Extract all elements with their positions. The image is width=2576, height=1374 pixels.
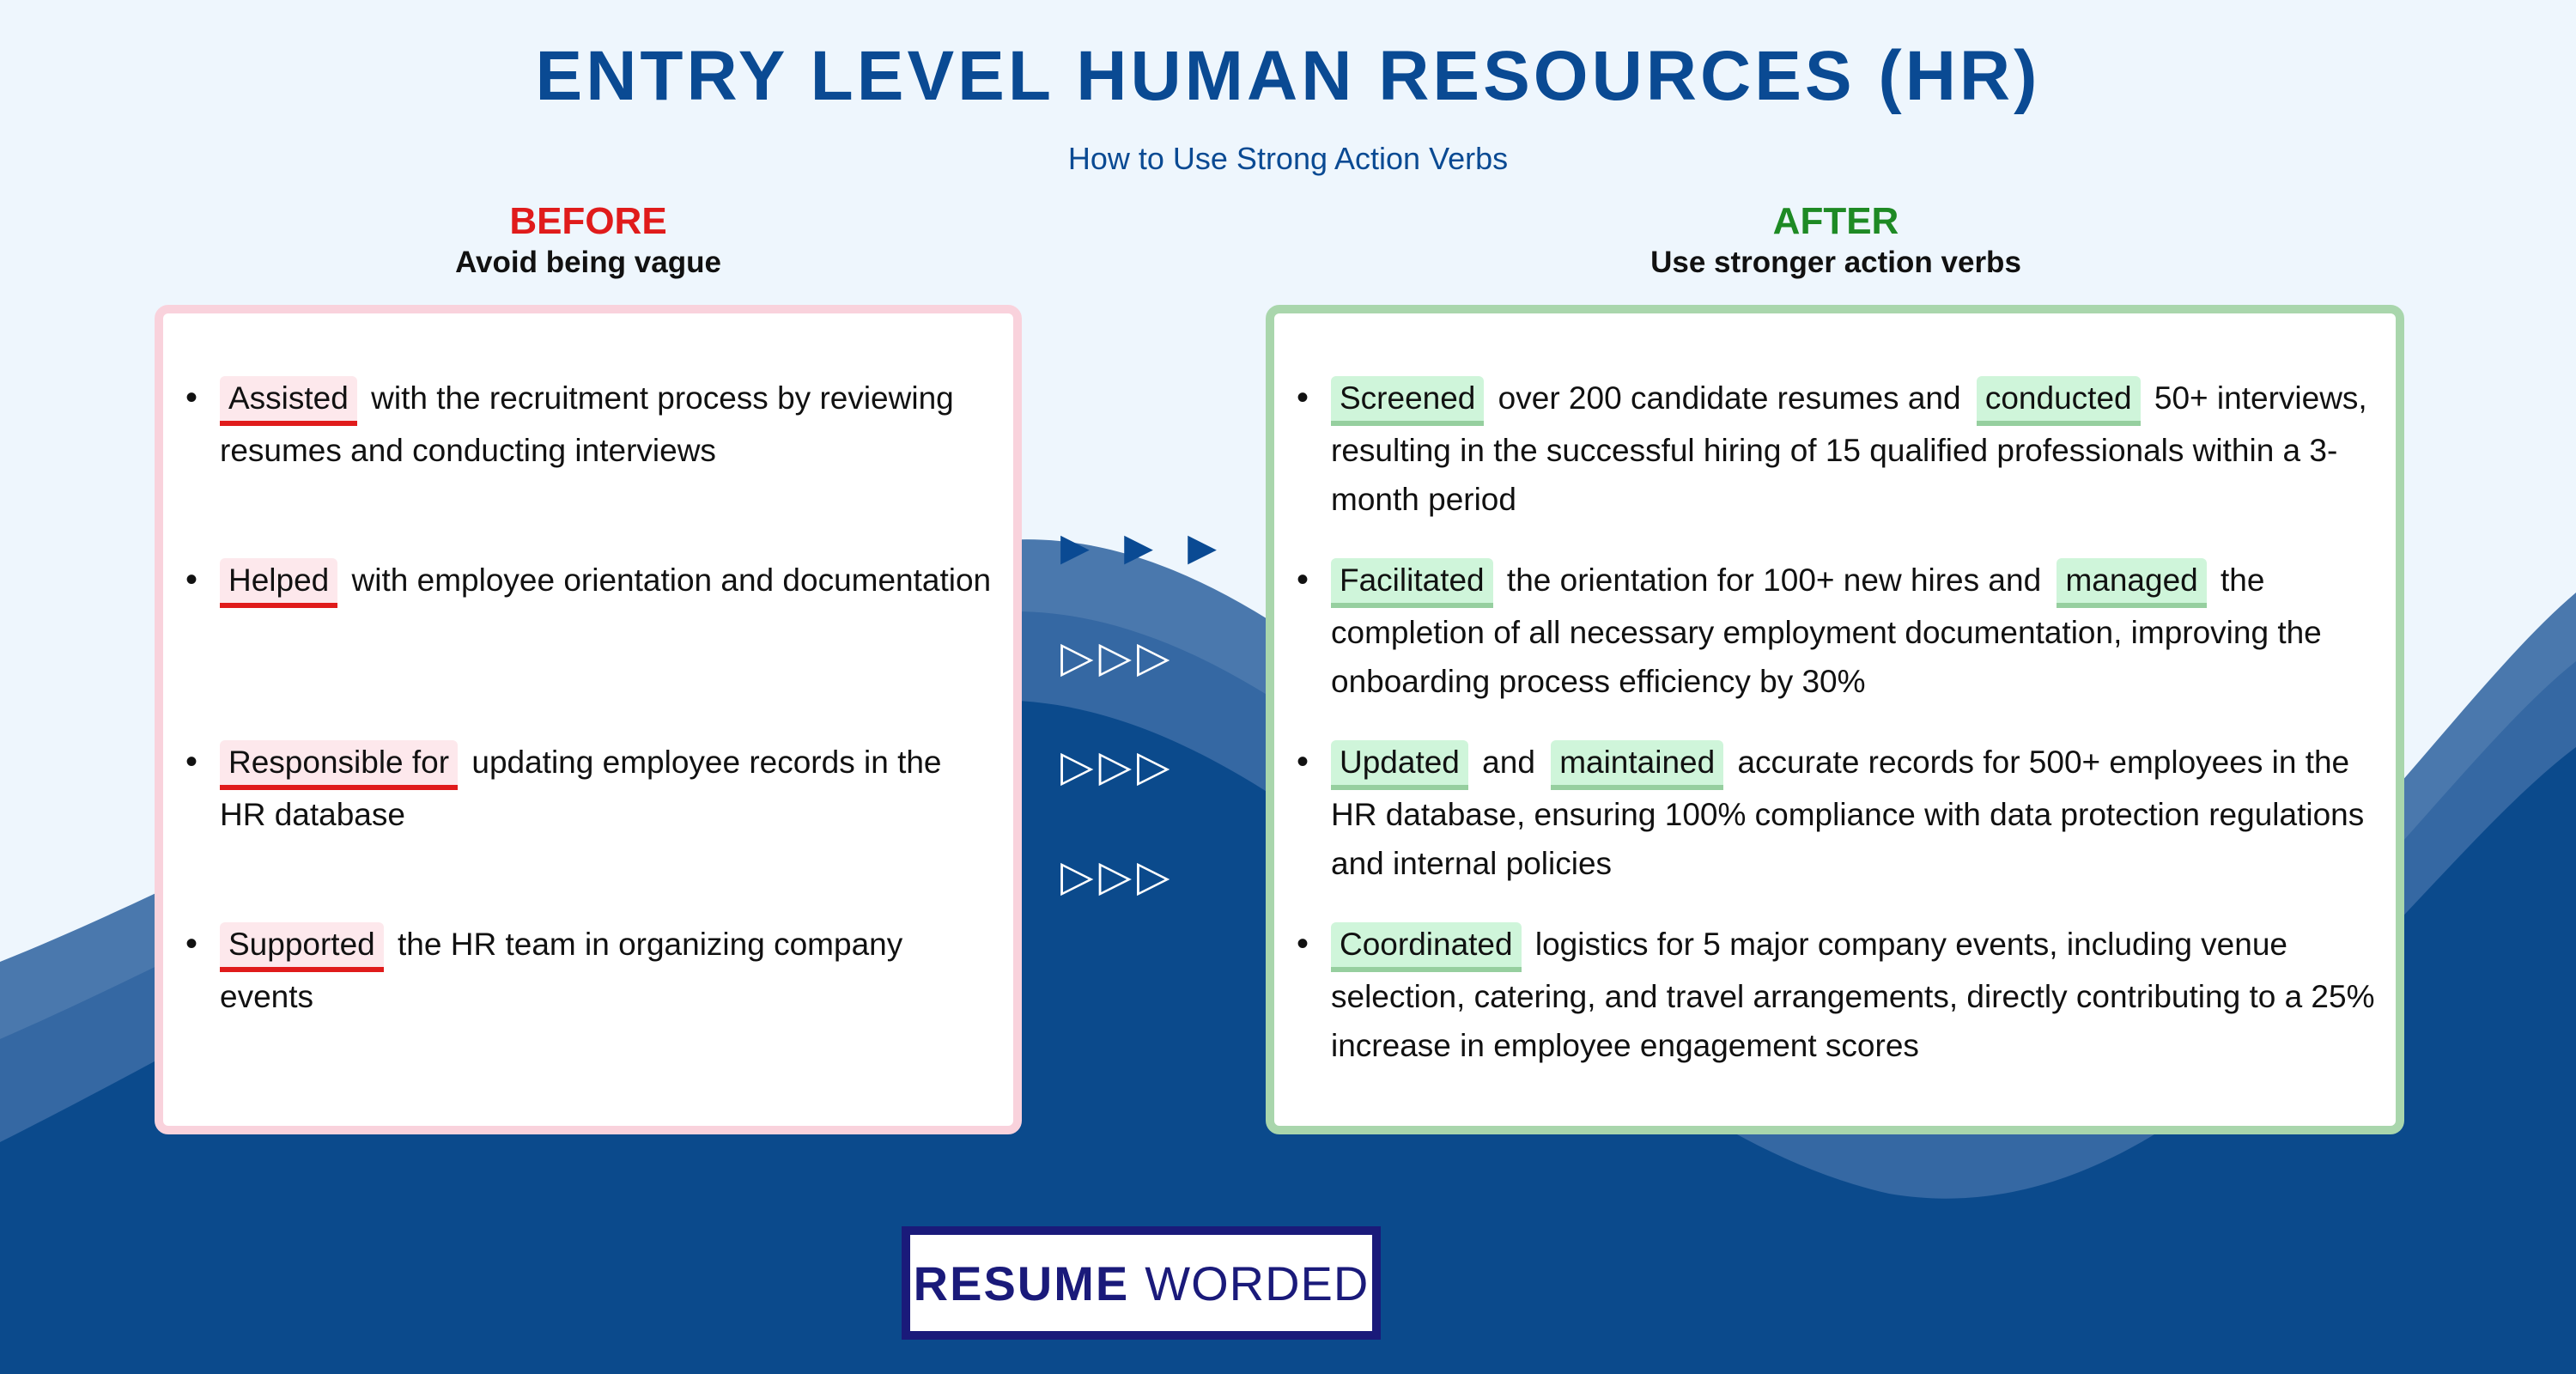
item-text: updating employee records in the HR database — [220, 745, 942, 832]
bullet-icon: • — [1297, 925, 1309, 963]
after-item — [1297, 556, 2379, 706]
item-text: accurate records for 500+ employees in the HR database, ensuring 100% compliance with data protection regulations and internal policies — [1331, 745, 2365, 881]
item-text: the HR team in organizing company events — [220, 927, 903, 1014]
bullet-icon: • — [1297, 743, 1309, 781]
after-item — [1297, 920, 2379, 1070]
strong-verb: Screened — [1331, 376, 1484, 426]
page-subtitle: How to Use Strong Action Verbs — [1067, 141, 1509, 176]
outline-arrows-icon: ▷▷▷ — [1060, 852, 1176, 900]
item-text: the orientation for 100+ new hires and — [1506, 562, 2042, 598]
bullet-icon: • — [185, 743, 198, 781]
logo-light-text: WORDED — [1145, 1255, 1370, 1310]
strong-verb: managed — [2057, 558, 2206, 608]
strong-verb: Facilitated — [1331, 558, 1493, 608]
logo-bold-text: RESUME — [913, 1255, 1130, 1310]
page-title: ENTRY LEVEL HUMAN RESOURCES (HR) — [535, 37, 2041, 115]
after-sublabel: Use stronger action verbs — [1650, 246, 2021, 279]
strong-verb: Coordinated — [1331, 922, 1522, 972]
item-text: with the recruitment process by reviewing resumes and conducting interviews — [220, 380, 954, 468]
item-text: with employee orientation and documentation — [351, 562, 992, 598]
item-text: logistics for 5 major company events, including venue selection, catering, and travel arrangements, directly contributing to a 25% increase in employee engagement scores — [1331, 927, 2375, 1063]
before-heading — [155, 200, 1022, 283]
weak-verb: Assisted — [220, 376, 357, 426]
filled-arrows-icon: ▶ ▶ ▶ — [1060, 526, 1229, 568]
before-item — [185, 738, 993, 839]
bullet-icon: • — [185, 925, 198, 963]
bullet-icon: • — [185, 379, 198, 416]
before-item — [185, 920, 993, 1021]
resume-worded-logo — [902, 1226, 1381, 1340]
after-item — [1297, 374, 2379, 524]
after-item — [1297, 738, 2379, 888]
weak-verb: Responsible for — [220, 740, 458, 790]
bullet-icon: • — [1297, 561, 1309, 599]
after-label: AFTER — [1772, 200, 1899, 242]
before-panel — [155, 305, 1022, 1134]
before-item — [185, 556, 993, 608]
outline-arrows-icon: ▷▷▷ — [1060, 742, 1176, 790]
weak-verb: Helped — [220, 558, 337, 608]
strong-verb: maintained — [1551, 740, 1723, 790]
item-text: 50+ interviews, resulting in the successful hiring of 15 qualified professionals within a 3-month period — [1331, 380, 2367, 517]
item-text: the completion of all necessary employment documentation, improving the onboarding process efficiency by 30% — [1331, 562, 2322, 699]
outline-arrows-icon: ▷▷▷ — [1060, 633, 1176, 681]
strong-verb: Updated — [1331, 740, 1468, 790]
bullet-icon: • — [1297, 379, 1309, 416]
before-item — [185, 374, 993, 475]
after-panel — [1266, 305, 2404, 1134]
bullet-icon: • — [185, 561, 198, 599]
after-heading — [1267, 200, 2404, 283]
item-text: over 200 candidate resumes and — [1498, 380, 1961, 416]
item-text: and — [1482, 745, 1535, 780]
weak-verb: Supported — [220, 922, 384, 972]
before-label: BEFORE — [509, 200, 667, 242]
before-sublabel: Avoid being vague — [455, 246, 721, 279]
strong-verb: conducted — [1977, 376, 2141, 426]
